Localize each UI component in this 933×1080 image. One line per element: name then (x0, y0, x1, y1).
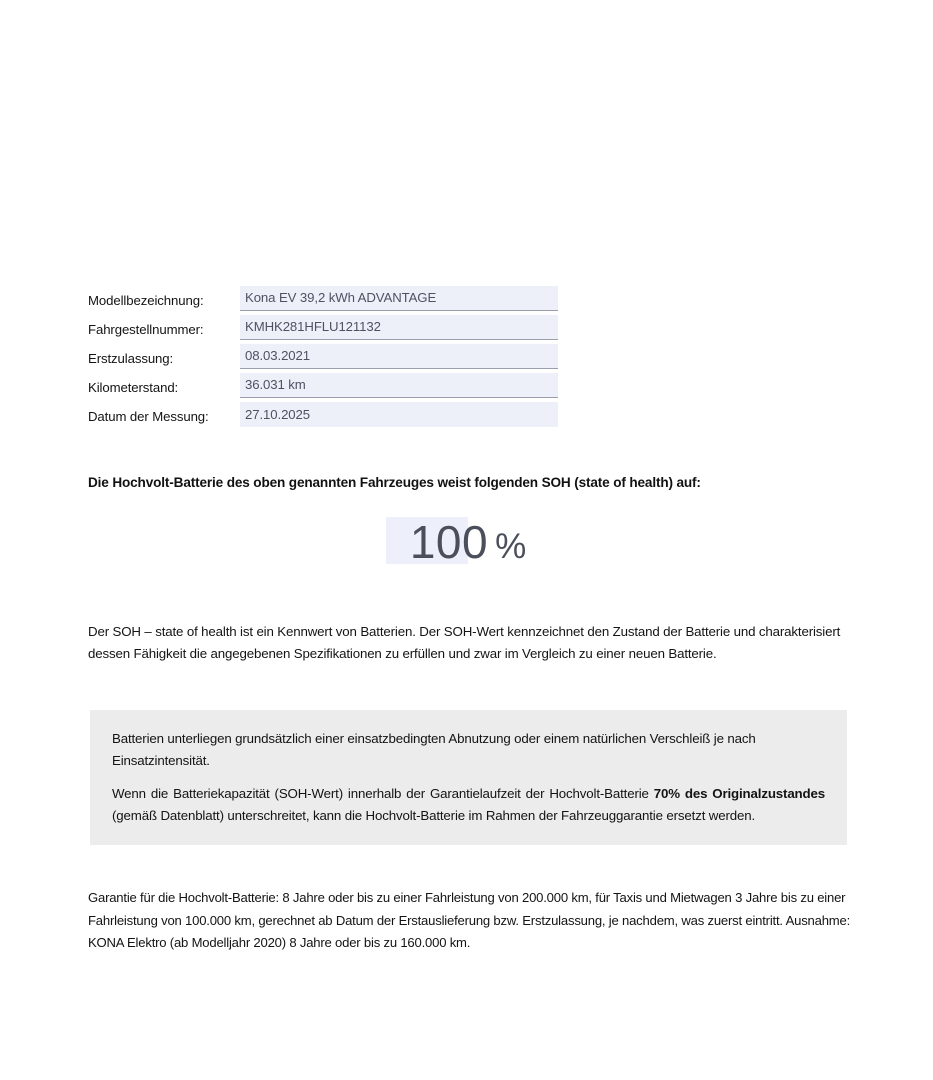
soh-explanation-paragraph: Der SOH – state of health ist ein Kennwert von Batterien. Der SOH-Wert kennzeichnet den Zustand der Batterie und charakterisiert dessen Fähigkeit die angegebenen Spezifikationen zu erfüllen und zwar im Vergleich zu einer neuen Batterie. (88, 624, 841, 661)
form-row (88, 399, 558, 427)
field-label-first-registration: Erstzulassung: (88, 351, 174, 366)
field-value-measurement-date: 27.10.2025 (245, 406, 311, 422)
battery-wear-info-box (90, 710, 847, 845)
info-box-paragraph-2 (112, 783, 825, 827)
soh-value-unit: % (495, 527, 527, 566)
info-box-paragraph-2-emphasis: 70% des Originalzustandes (653, 786, 825, 801)
field-label-measurement-date: Datum der Messung: (88, 409, 209, 424)
field-input-measurement-date[interactable] (240, 402, 558, 427)
soh-headline: Die Hochvolt-Batterie des oben genannten Fahrzeuges weist folgenden SOH (state of health) auf: (88, 475, 701, 490)
field-label-vin: Fahrgestellnummer: (88, 322, 204, 337)
soh-value-number: 100 (409, 516, 489, 568)
field-input-model[interactable] (240, 286, 558, 311)
form-row (88, 341, 558, 369)
info-box-paragraph-2-lead: Wenn die Batteriekapazität (SOH-Wert) innerhalb der Garantielaufzeit der Hochvolt-Batterie (112, 786, 654, 801)
form-row (88, 370, 558, 398)
field-input-vin[interactable] (240, 315, 558, 340)
info-box-paragraph-2-tail: (gemäß Datenblatt) unterschreitet, kann die Hochvolt-Batterie im Rahmen der Fahrzeuggarantie ersetzt werden. (112, 808, 756, 823)
vehicle-data-form (88, 283, 558, 428)
form-row (88, 283, 558, 311)
warranty-note: Garantie für die Hochvolt-Batterie: 8 Jahre oder bis zu einer Fahrleistung von 200.000 km, für Taxis und Mietwagen 3 Jahre bis zu einer Fahrleistung von 100.000 km, gerechnet ab Datum der Erstauslieferung bzw. Erstzulassung, je nachdem, was zuerst eintritt. Ausnahme: KONA Elektro (ab Modelljahr 2020) 8 Jahre oder bis zu 160.000 km. (88, 890, 851, 950)
info-box-paragraph-1: Batterien unterliegen grundsätzlich einer einsatzbedingten Abnutzung oder einem natürlichen Verschleiß je nach Einsatzintensität. (112, 731, 756, 768)
soh-value-block (88, 513, 848, 571)
field-value-model: Kona EV 39,2 kWh ADVANTAGE (245, 290, 437, 305)
form-row (88, 312, 558, 340)
field-input-first-registration[interactable] (240, 344, 558, 369)
field-input-mileage[interactable] (240, 373, 558, 398)
field-label-mileage: Kilometerstand: (88, 380, 179, 395)
field-value-first-registration: 08.03.2021 (245, 348, 311, 363)
field-label-model: Modellbezeichnung: (88, 293, 204, 308)
field-value-mileage: 36.031 km (245, 377, 306, 392)
field-value-vin: KMHK281HFLU121132 (245, 319, 381, 334)
